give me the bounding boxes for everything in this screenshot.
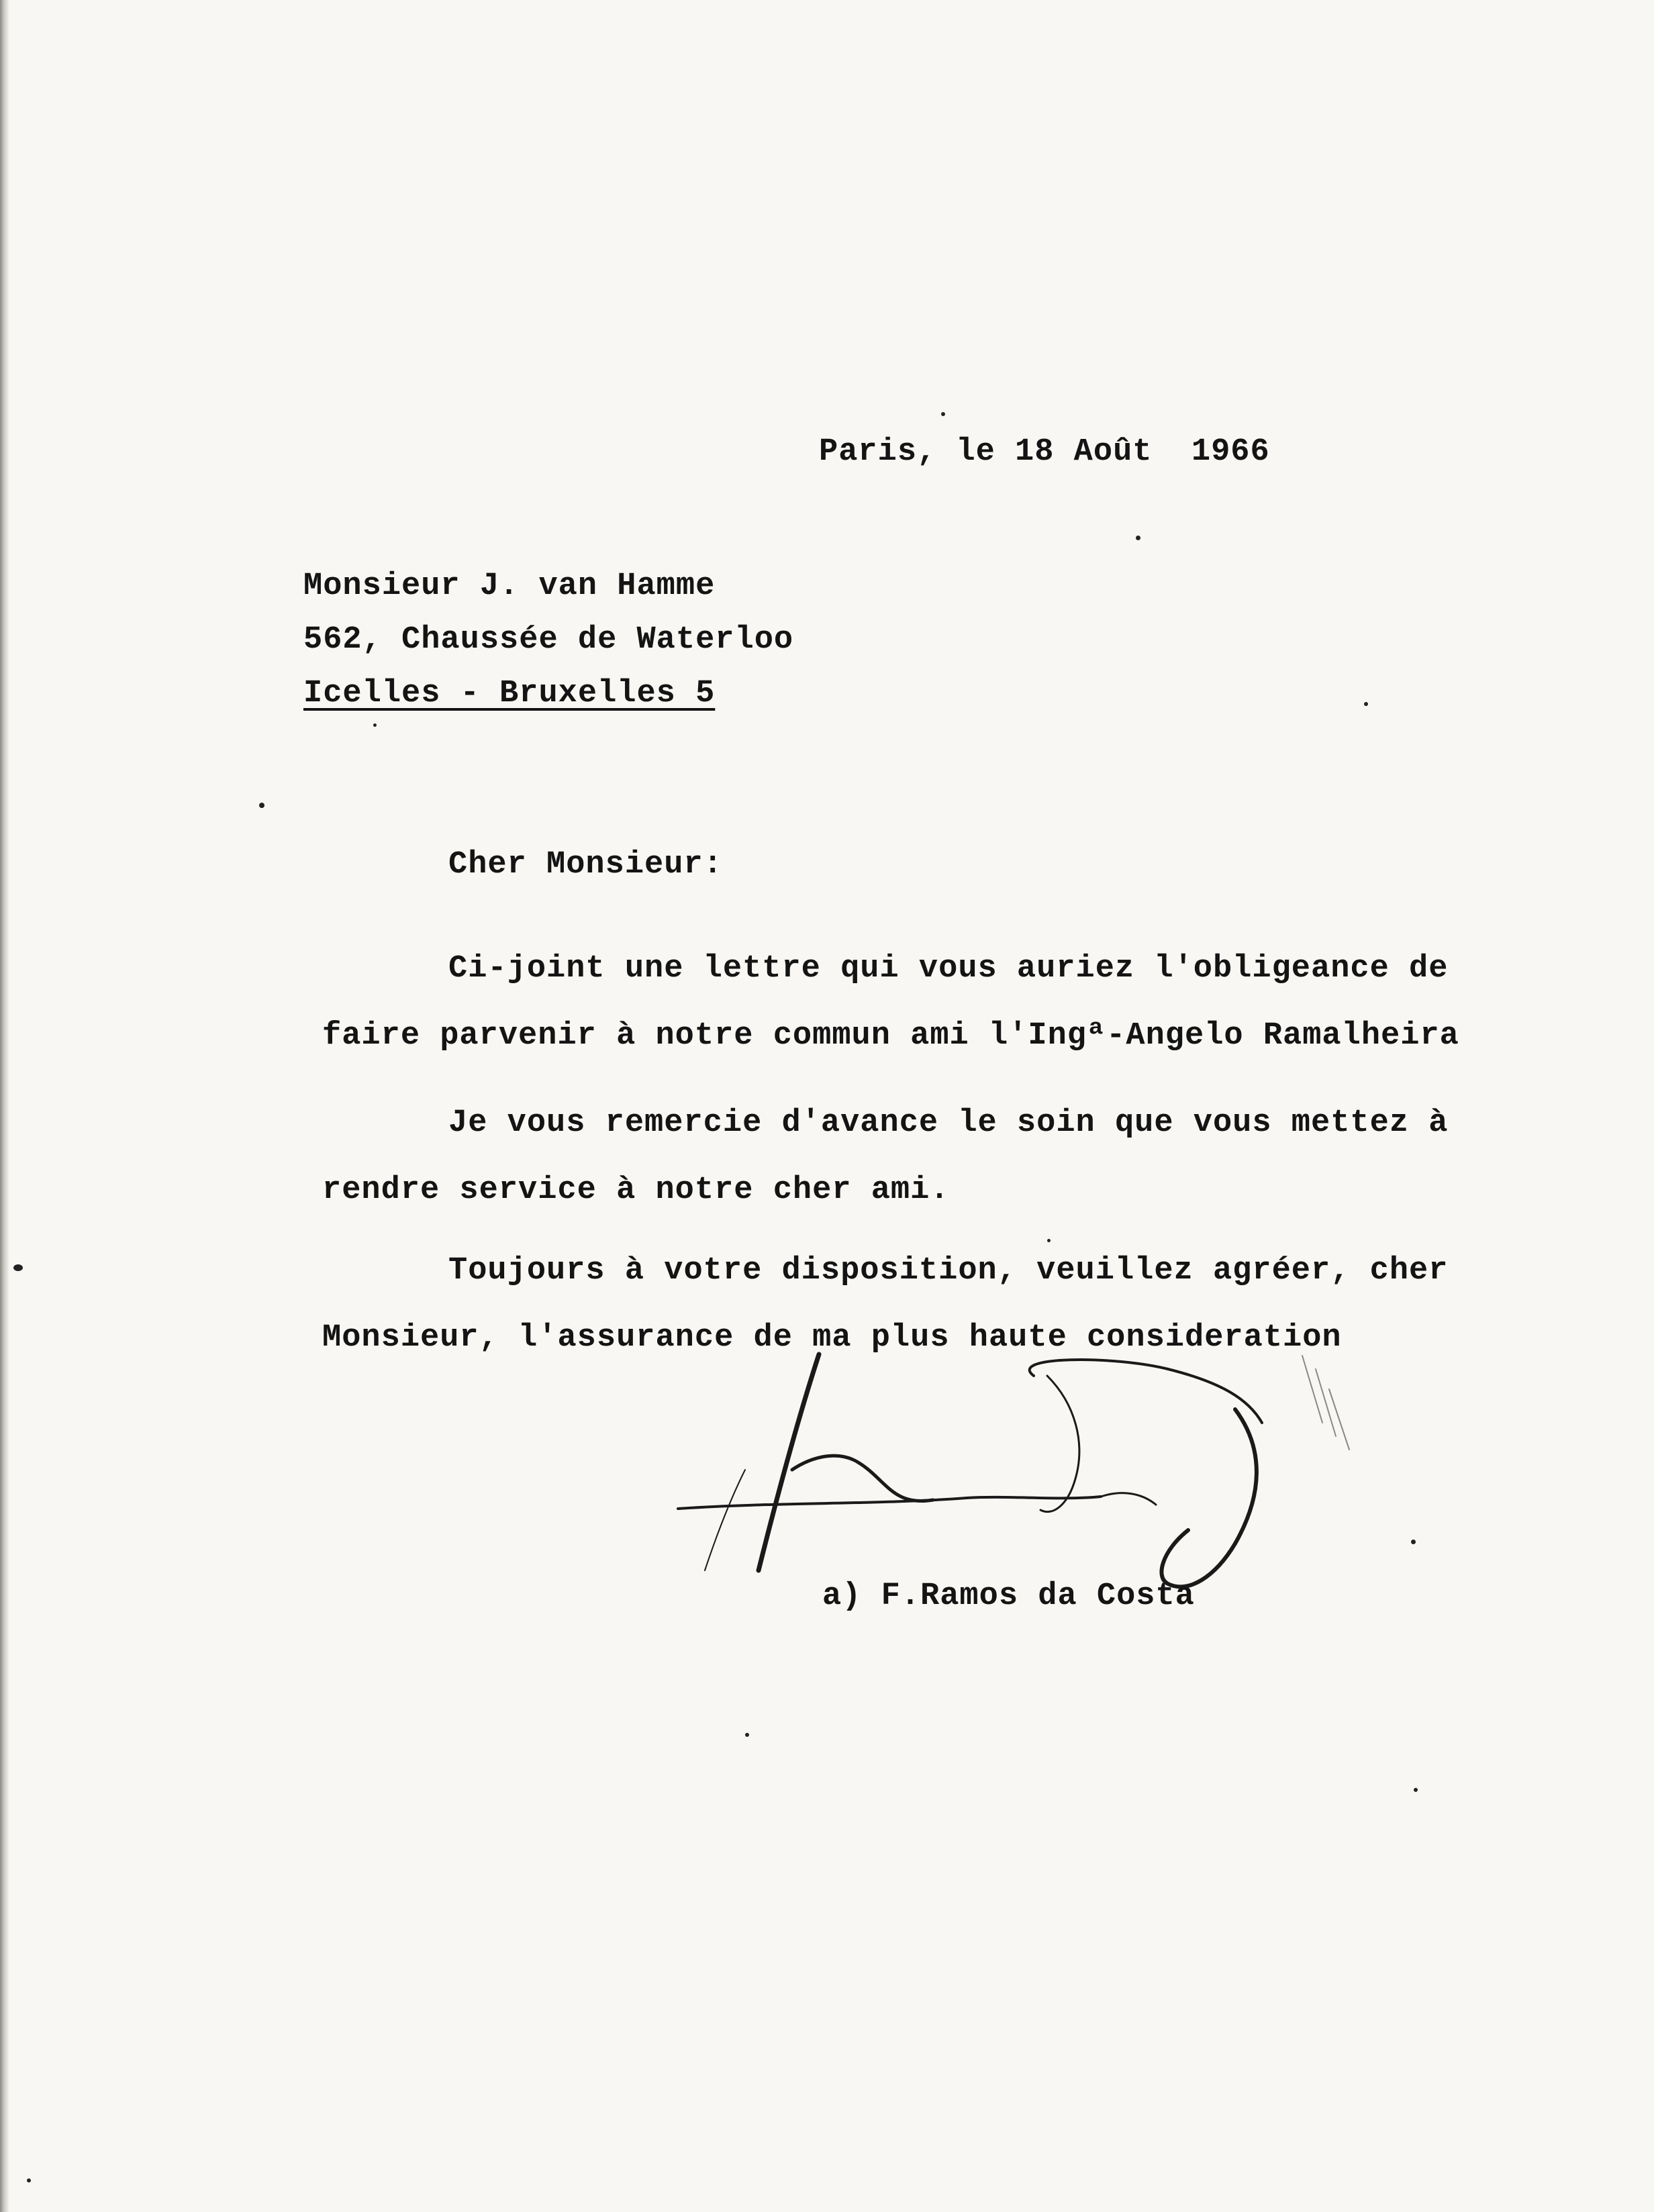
scan-speck — [745, 1733, 749, 1737]
paragraph-3-line-1: Toujours à votre disposition, veuillez agréer, cher — [448, 1253, 1449, 1289]
paragraph-2-line-1: Je vous remercie d'avance le soin que vous mettez à — [448, 1105, 1449, 1141]
scan-left-edge — [0, 0, 9, 2212]
scan-speck — [27, 2178, 31, 2182]
recipient-city: Icelles - Bruxelles 5 — [303, 676, 716, 711]
scan-speck — [259, 803, 264, 808]
scan-speck — [373, 723, 377, 727]
salutation: Cher Monsieur: — [448, 847, 723, 883]
paragraph-3-line-2: Monsieur, l'assurance de ma plus haute consideration — [322, 1320, 1342, 1356]
scan-speck — [1136, 536, 1140, 540]
signer-name: a) F.Ramos da Costa — [822, 1578, 1195, 1614]
scan-speck — [1411, 1540, 1416, 1544]
scan-speck — [1364, 702, 1368, 706]
paragraph-1-line-1: Ci-joint une lettre qui vous auriez l'obligeance de — [448, 951, 1449, 987]
scan-speck — [1414, 1788, 1418, 1792]
paragraph-2-line-2: rendre service à notre cher ami. — [322, 1172, 950, 1208]
date-line: Paris, le 18 Août 1966 — [819, 434, 1270, 470]
recipient-street: 562, Chaussée de Waterloo — [303, 622, 794, 658]
paragraph-1-line-2: faire parvenir à notre commun ami l'Ingª-Angelo Ramalheira — [322, 1018, 1459, 1054]
recipient-name: Monsieur J. van Hamme — [303, 568, 716, 604]
scan-speck — [1047, 1239, 1051, 1242]
scan-speck — [941, 412, 945, 416]
scan-speck — [13, 1264, 23, 1271]
